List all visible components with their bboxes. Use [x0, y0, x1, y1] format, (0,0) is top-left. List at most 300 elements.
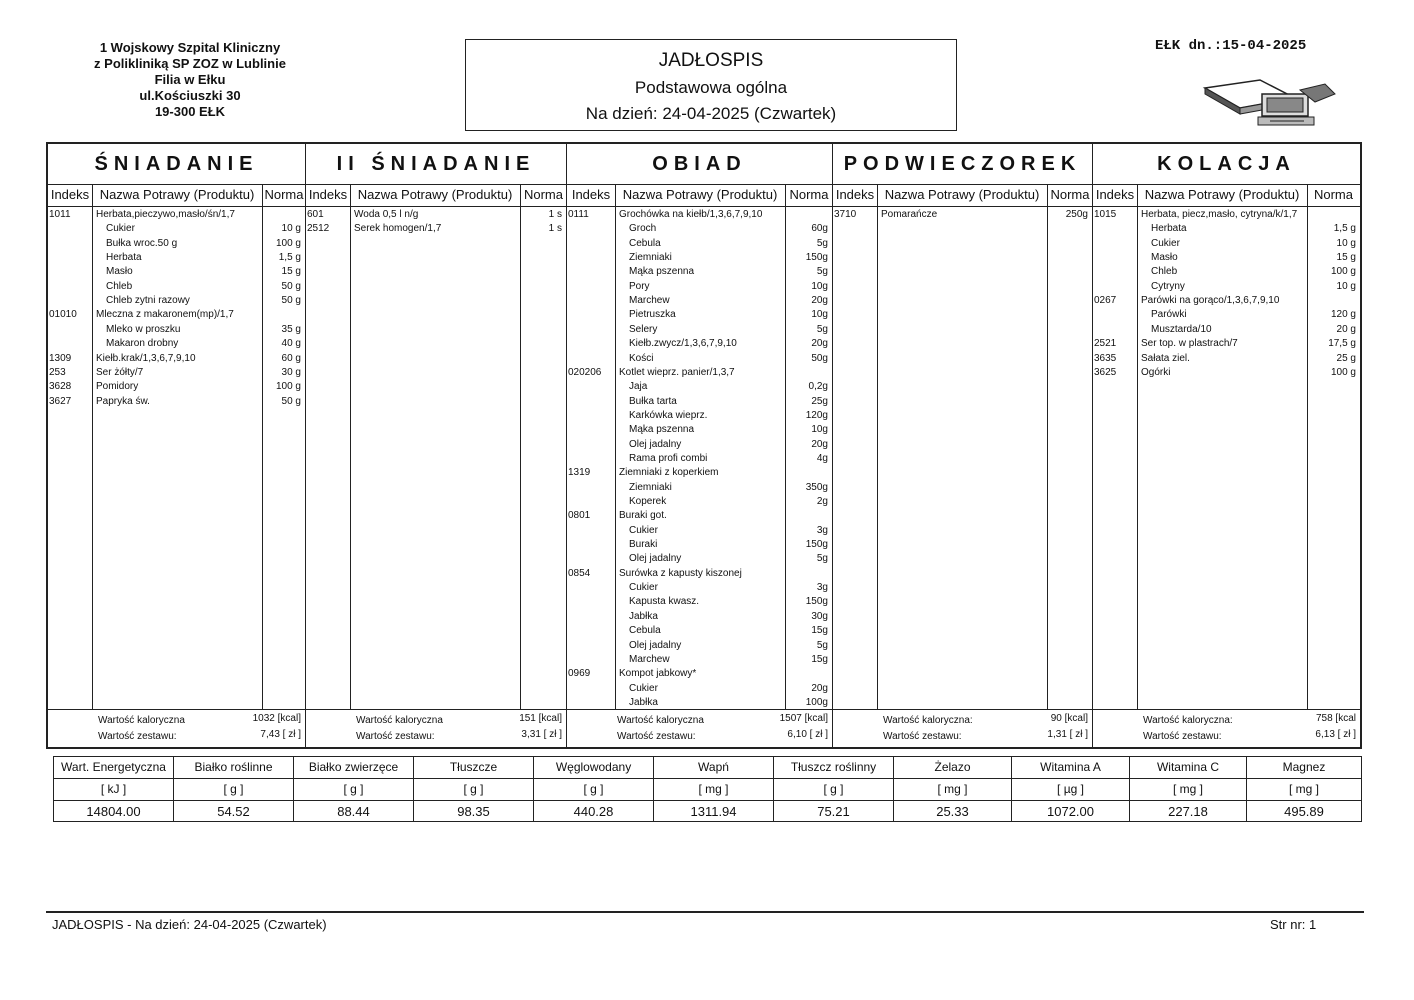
hospital-line: z Polikliniką SP ZOZ w Lublinie — [94, 56, 286, 71]
item-name: Masło — [106, 266, 133, 278]
item-norm: 2g — [816, 496, 828, 507]
item-index: 0267 — [1094, 295, 1117, 307]
item-name: Kiełb.krak/1,3,6,7,9,10 — [96, 352, 196, 364]
item-name: Cytryny — [1151, 280, 1185, 292]
item-name: Buraki — [629, 539, 658, 551]
nutrient-column — [1012, 757, 1130, 821]
item-index: 601 — [307, 209, 324, 220]
menu-date: Na dzień: 24-04-2025 (Czwartek) — [585, 104, 837, 123]
nutrient-column — [294, 757, 414, 821]
meal-items — [567, 208, 832, 709]
nutrient-label: Białko roślinne — [174, 757, 293, 779]
item-norm: 4g — [816, 452, 828, 464]
column-header-norm: Norma — [523, 187, 563, 202]
item-name: Musztarda/10 — [1151, 323, 1212, 335]
meal-summary — [1093, 709, 1360, 748]
menu-row — [1093, 222, 1360, 236]
menu-row — [567, 323, 832, 337]
item-name: Makaron drobny — [106, 338, 179, 350]
nutrient-label: Tłuszcz roślinny — [774, 757, 893, 779]
menu-row — [1093, 265, 1360, 279]
item-name: Cukier — [629, 582, 658, 594]
computer-logo-icon — [1200, 70, 1340, 130]
item-name: Olej jadalny — [629, 438, 682, 450]
column-header-norm: Norma — [789, 187, 829, 202]
nutrient-unit: [ g ] — [294, 779, 413, 801]
menu-row — [1093, 337, 1360, 351]
item-norm: 25 g — [1336, 352, 1356, 364]
item-norm: 10 g — [281, 223, 301, 235]
nutrient-column — [174, 757, 294, 821]
kcal-value: 90 [kcal] — [1050, 713, 1088, 724]
meal-title: ŚNIADANIE — [48, 144, 305, 185]
item-name: Woda 0,5 l n/g — [354, 209, 419, 220]
item-norm: 150g — [805, 252, 828, 264]
item-name: Karkówka wieprz. — [629, 409, 708, 421]
item-name: Grochówka na kiełb/1,3,6,7,9,10 — [619, 209, 763, 220]
column-header-index: Indeks — [835, 187, 875, 202]
menu-row — [567, 581, 832, 595]
meal-summary — [567, 709, 832, 748]
menu-row — [48, 222, 305, 236]
meal-title: OBIAD — [567, 144, 832, 185]
menu-row — [48, 280, 305, 294]
kcal-label: Wartość kaloryczna: — [883, 715, 973, 726]
menu-row — [567, 538, 832, 552]
kcal-value: 1032 [kcal] — [252, 713, 301, 724]
item-name: Chleb zytni razowy — [106, 295, 190, 307]
item-name: Olej jadalny — [629, 553, 682, 565]
item-name: Cukier — [629, 682, 658, 694]
item-norm: 100 g — [275, 237, 301, 249]
menu-row — [48, 208, 305, 222]
item-norm: 100g — [805, 696, 828, 708]
column-headers — [567, 184, 832, 207]
menu-row — [833, 208, 1092, 222]
nutrient-label: Białko zwierzęce — [294, 757, 413, 779]
item-name: Kotlet wieprz. panier/1,3,7 — [619, 366, 735, 378]
nutrient-unit: [ kJ ] — [54, 779, 173, 801]
nutrient-label: Wapń — [654, 757, 773, 779]
menu-row — [48, 237, 305, 251]
column-headers — [1093, 184, 1360, 207]
menu-row — [567, 222, 832, 236]
item-name: Selery — [629, 323, 658, 335]
item-name: Pietruszka — [629, 309, 676, 321]
nutrient-label: Wart. Energetyczna — [54, 757, 173, 779]
nutrient-label: Magnez — [1247, 757, 1361, 779]
menu-row — [1093, 294, 1360, 308]
menu-row — [1093, 323, 1360, 337]
column-header-norm: Norma — [264, 187, 304, 202]
menu-row — [567, 567, 832, 581]
item-name: Chleb — [106, 280, 133, 292]
column-header-name: Nazwa Potrawy (Produktu) — [99, 187, 255, 202]
cost-value: 6,10 [ zł ] — [787, 729, 828, 740]
item-name: Ogórki — [1141, 366, 1171, 378]
item-norm: 100 g — [1330, 266, 1356, 278]
nutrient-label: Witamina A — [1012, 757, 1129, 779]
item-norm: 35 g — [281, 323, 301, 335]
item-index: 1309 — [49, 352, 72, 364]
item-norm: 1 s — [548, 209, 562, 220]
menu-row — [567, 639, 832, 653]
item-name: Ser żółty/7 — [96, 366, 144, 378]
item-name: Herbata — [1151, 223, 1187, 235]
item-name: Marchew — [629, 295, 670, 307]
menu-row — [567, 395, 832, 409]
meal-column — [306, 144, 567, 747]
menu-row — [567, 237, 832, 251]
hospital-line: 19-300 EŁK — [154, 104, 226, 119]
item-norm: 150g — [805, 539, 828, 551]
item-norm: 100 g — [275, 381, 301, 393]
item-name: Cebula — [629, 625, 661, 637]
nutrient-label: Tłuszcze — [414, 757, 533, 779]
nutrient-column — [774, 757, 894, 821]
menu-row — [567, 380, 832, 394]
nutrient-unit: [ g ] — [534, 779, 653, 801]
nutrient-column — [894, 757, 1012, 821]
nutrient-column — [1247, 757, 1361, 821]
kcal-value: 1507 [kcal] — [779, 713, 828, 724]
nutrition-table — [53, 756, 1362, 822]
menu-row — [567, 682, 832, 696]
meal-column — [48, 144, 306, 747]
item-name: Rama profi combi — [629, 452, 708, 464]
nutrient-column — [654, 757, 774, 821]
meal-title: II ŚNIADANIE — [306, 144, 566, 185]
menu-row — [567, 595, 832, 609]
cost-label: Wartość zestawu: — [1143, 731, 1222, 742]
item-name: Ser top. w plastrach/7 — [1141, 338, 1238, 350]
item-name: Mąka pszenna — [629, 266, 695, 278]
cost-value: 1,31 [ zł ] — [1047, 729, 1088, 740]
menu-row — [567, 423, 832, 437]
nutrient-value: 440.28 — [573, 804, 614, 819]
item-index: 1015 — [1094, 209, 1117, 220]
item-norm: 15 g — [1336, 252, 1356, 264]
nutrient-value: 227.18 — [1168, 804, 1208, 819]
item-norm: 120g — [805, 409, 828, 421]
menu-row — [1093, 237, 1360, 251]
item-name: Pory — [629, 280, 650, 292]
item-index: 0969 — [568, 668, 591, 680]
menu-table — [46, 142, 1362, 749]
meal-items — [833, 208, 1092, 709]
menu-row — [567, 495, 832, 509]
menu-row — [567, 308, 832, 322]
item-norm: 3g — [816, 582, 828, 594]
item-name: Mąka pszenna — [629, 424, 695, 436]
item-name: Jaja — [629, 381, 648, 393]
nutrient-value: 98.35 — [457, 804, 490, 819]
item-norm: 250g — [1065, 209, 1088, 220]
item-name: Ziemniaki z koperkiem — [619, 467, 719, 479]
menu-row — [567, 466, 832, 480]
hospital-line: ul.Kościuszki 30 — [139, 88, 241, 103]
menu-row — [567, 610, 832, 624]
item-norm: 10g — [811, 309, 828, 321]
item-name: Cukier — [106, 223, 135, 235]
menu-row — [48, 380, 305, 394]
item-name: Buraki got. — [619, 510, 667, 522]
item-norm: 50 g — [281, 280, 301, 292]
item-norm: 30 g — [281, 366, 301, 378]
item-norm: 5g — [816, 639, 828, 651]
nutrient-column — [414, 757, 534, 821]
menu-row — [48, 308, 305, 322]
item-name: Chleb — [1151, 266, 1178, 278]
menu-row — [567, 280, 832, 294]
item-norm: 10 g — [1336, 280, 1356, 292]
item-name: Mleko w proszku — [106, 323, 181, 335]
kcal-label: Wartość kaloryczna — [356, 715, 443, 726]
item-norm: 30g — [811, 610, 828, 622]
menu-row — [48, 265, 305, 279]
item-index: 0111 — [568, 209, 589, 220]
cost-label: Wartość zestawu: — [617, 731, 696, 742]
menu-row — [567, 667, 832, 681]
diet-name: Podstawowa ogólna — [634, 78, 788, 97]
item-name: Pomidory — [96, 381, 139, 393]
hospital-line: 1 Wojskowy Szpital Kliniczny — [99, 40, 281, 55]
item-name: Ziemniaki — [629, 481, 672, 493]
item-norm: 60 g — [281, 352, 301, 364]
column-header-index: Indeks — [50, 187, 90, 202]
meal-items — [306, 208, 566, 709]
meal-column — [833, 144, 1093, 747]
item-index: 3627 — [49, 395, 72, 407]
nutrient-value: 495.89 — [1284, 804, 1324, 819]
item-name: Cebula — [629, 237, 661, 249]
nutrient-value: 88.44 — [337, 804, 370, 819]
nutrient-unit: [ g ] — [414, 779, 533, 801]
item-index: 2521 — [1094, 338, 1117, 350]
kcal-value: 151 [kcal] — [519, 713, 562, 724]
item-norm: 150g — [805, 596, 828, 608]
meal-summary — [306, 709, 566, 748]
item-norm: 10g — [811, 280, 828, 292]
menu-row — [567, 552, 832, 566]
column-headers — [48, 184, 305, 207]
menu-row — [48, 294, 305, 308]
cost-label: Wartość zestawu: — [883, 731, 962, 742]
item-name: Serek homogen/1,7 — [354, 223, 442, 235]
item-index: 1319 — [568, 467, 591, 479]
menu-row — [1093, 352, 1360, 366]
hospital-line: Filia w Ełku — [154, 72, 226, 87]
column-header-index: Indeks — [308, 187, 348, 202]
nutrient-label: Żelazo — [894, 757, 1011, 779]
kcal-label: Wartość kaloryczna — [98, 715, 185, 726]
hospital-address — [60, 40, 320, 120]
nutrient-value: 75.21 — [817, 804, 850, 819]
nutrient-value: 54.52 — [217, 804, 250, 819]
item-index: 3628 — [49, 381, 72, 393]
item-name: Papryka św. — [96, 395, 150, 407]
menu-row — [1093, 280, 1360, 294]
footer-title: JADŁOSPIS - Na dzień: 24-04-2025 (Czwartek) — [52, 917, 327, 932]
menu-row — [48, 323, 305, 337]
menu-row — [306, 208, 566, 222]
item-name: Parówki na gorąco/1,3,6,7,9,10 — [1141, 295, 1280, 307]
item-norm: 5g — [816, 553, 828, 565]
nutrient-unit: [ µg ] — [1012, 779, 1129, 801]
item-norm: 15g — [811, 625, 828, 637]
item-name: Herbata, piecz,masło, cytryna/k/1,7 — [1141, 209, 1298, 220]
meal-title: PODWIECZOREK — [833, 144, 1092, 185]
item-norm: 3g — [816, 524, 828, 536]
item-name: Pomarańcze — [881, 209, 938, 220]
item-name: Kiełb.zwycz/1,3,6,7,9,10 — [629, 338, 737, 350]
item-norm: 20 g — [1336, 323, 1356, 335]
nutrient-label: Węglowodany — [534, 757, 653, 779]
nutrient-column — [1130, 757, 1247, 821]
kcal-value: 758 [kcal — [1315, 713, 1356, 724]
menu-row — [1093, 208, 1360, 222]
menu-row — [567, 452, 832, 466]
item-name: Marchew — [629, 653, 670, 665]
item-index: 1011 — [49, 209, 71, 220]
menu-row — [567, 524, 832, 538]
item-norm: 5g — [816, 237, 828, 249]
item-norm: 50g — [811, 352, 828, 364]
item-norm: 20g — [811, 295, 828, 307]
nutrient-unit: [ mg ] — [1130, 779, 1246, 801]
item-norm: 100 g — [1330, 366, 1356, 378]
meal-column — [567, 144, 833, 747]
item-norm: 15 g — [281, 266, 301, 278]
menu-row — [48, 395, 305, 409]
item-norm: 25g — [811, 395, 828, 407]
item-norm: 50 g — [281, 295, 301, 307]
menu-row — [567, 366, 832, 380]
column-header-norm: Norma — [1313, 187, 1353, 202]
cost-label: Wartość zestawu: — [98, 731, 177, 742]
item-name: Mleczna z makaronem(mp)/1,7 — [96, 309, 234, 321]
item-norm: 60g — [811, 223, 828, 235]
item-name: Herbata,pieczywo,masło/śn/1,7 — [96, 209, 235, 220]
nutrient-value: 14804.00 — [86, 804, 141, 819]
item-norm: 40 g — [281, 338, 301, 350]
column-headers — [306, 184, 566, 207]
item-index: 2512 — [307, 223, 330, 235]
menu-row — [567, 265, 832, 279]
menu-row — [567, 352, 832, 366]
column-header-name: Nazwa Potrawy (Produktu) — [357, 187, 513, 202]
menu-row — [48, 251, 305, 265]
item-name: Jabłka — [629, 696, 658, 708]
nutrient-column — [534, 757, 654, 821]
menu-row — [567, 509, 832, 523]
item-norm: 0,2g — [808, 381, 828, 393]
menu-row — [306, 222, 566, 236]
nutrient-value: 25.33 — [936, 804, 969, 819]
item-name: Masło — [1151, 252, 1178, 264]
menu-row — [567, 294, 832, 308]
item-name: Parówki — [1151, 309, 1187, 321]
item-index: 01010 — [49, 309, 77, 321]
cost-value: 7,43 [ zł ] — [260, 729, 301, 740]
item-name: Surówka z kapusty kiszonej — [619, 567, 742, 579]
item-index: 3635 — [1094, 352, 1117, 364]
column-headers — [833, 184, 1092, 207]
item-norm: 15g — [811, 653, 828, 665]
column-header-index: Indeks — [1095, 187, 1135, 202]
item-norm: 1,5 g — [278, 252, 301, 264]
item-norm: 20g — [811, 338, 828, 350]
item-name: Kości — [629, 352, 654, 364]
nutrient-unit: [ mg ] — [654, 779, 773, 801]
nutrient-value: 1311.94 — [690, 804, 737, 819]
item-norm: 5g — [816, 323, 828, 335]
kcal-label: Wartość kaloryczna — [617, 715, 704, 726]
menu-row — [1093, 308, 1360, 322]
menu-row — [567, 481, 832, 495]
cost-label: Wartość zestawu: — [356, 731, 435, 742]
item-index: 0801 — [568, 510, 591, 522]
nutrient-unit: [ g ] — [774, 779, 893, 801]
item-name: Bułka tarta — [629, 395, 677, 407]
nutrient-label: Witamina C — [1130, 757, 1246, 779]
footer-divider — [46, 911, 1364, 913]
meal-title: KOLACJA — [1093, 144, 1360, 185]
item-name: Ziemniaki — [629, 252, 672, 264]
item-name: Herbata — [106, 252, 142, 264]
item-name: Bułka wroc.50 g — [106, 237, 178, 249]
kcal-label: Wartość kaloryczna: — [1143, 715, 1233, 726]
item-name: Koperek — [629, 496, 667, 507]
item-name: Cukier — [629, 524, 658, 536]
item-norm: 50 g — [281, 395, 301, 407]
menu-row — [567, 438, 832, 452]
menu-row — [567, 409, 832, 423]
menu-row — [1093, 366, 1360, 380]
meal-items — [48, 208, 305, 709]
item-norm: 120 g — [1330, 309, 1356, 321]
item-norm: 10g — [811, 424, 828, 436]
cost-value: 6,13 [ zł ] — [1315, 729, 1356, 740]
menu-row — [567, 208, 832, 222]
item-norm: 20g — [811, 438, 828, 450]
nutrient-column — [54, 757, 174, 821]
item-index: 020206 — [568, 366, 602, 378]
item-norm: 5g — [816, 266, 828, 278]
nutrient-unit: [ mg ] — [1247, 779, 1361, 801]
meal-summary — [48, 709, 305, 748]
item-name: Sałata ziel. — [1141, 352, 1190, 364]
item-norm: 20g — [811, 682, 828, 694]
item-index: 3625 — [1094, 366, 1117, 378]
menu-row — [567, 251, 832, 265]
column-header-norm: Norma — [1050, 187, 1090, 202]
menu-row — [567, 337, 832, 351]
item-index: 3710 — [834, 209, 857, 220]
nutrient-unit: [ mg ] — [894, 779, 1011, 801]
menu-row — [567, 624, 832, 638]
nutrient-value: 1072.00 — [1047, 804, 1094, 819]
item-name: Kapusta kwasz. — [629, 596, 700, 608]
meal-summary — [833, 709, 1092, 748]
menu-row — [48, 366, 305, 380]
column-header-index: Indeks — [571, 187, 611, 202]
menu-row — [1093, 251, 1360, 265]
menu-row — [567, 653, 832, 667]
item-norm: 1 s — [548, 223, 562, 235]
menu-row — [48, 337, 305, 351]
item-norm: 1,5 g — [1333, 223, 1356, 235]
